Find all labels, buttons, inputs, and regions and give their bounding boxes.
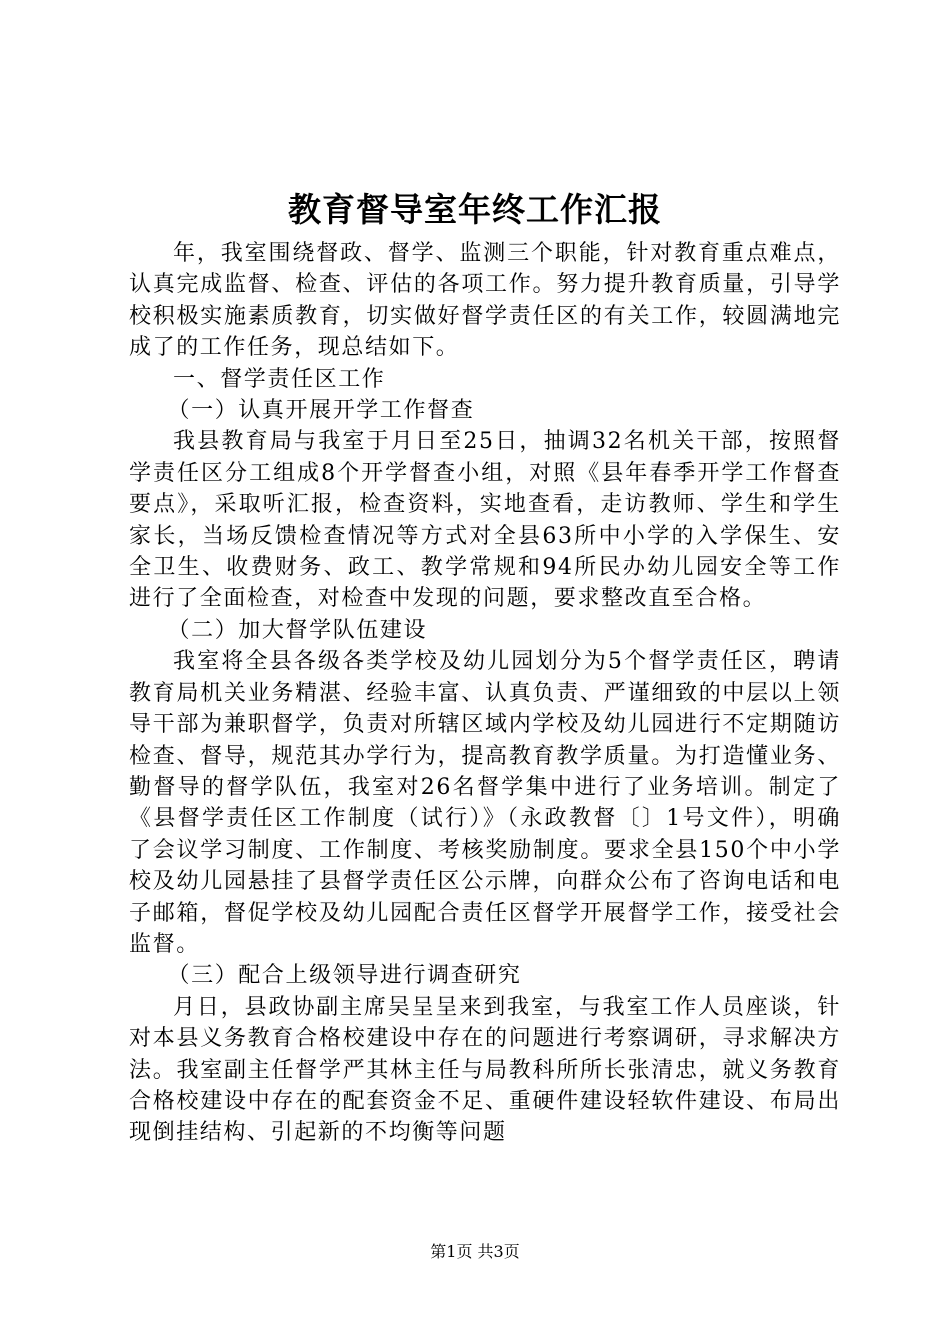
- page-footer: 第1页 共3页: [430, 1242, 520, 1261]
- subsection-heading-3: （三）配合上级领导进行调查研究: [167, 963, 522, 989]
- subsection-heading-1: （一）认真开展开学工作督查: [167, 398, 475, 424]
- paragraph-2: 我室将全县各级各类学校及幼儿园划分为5个督学责任区，聘请教育局机关业务精湛、经验丰富、认真负责、严谨细致的中层以上领导干部为兼职督学，负责对所辖区域内学校及幼儿园进行不定期随访检查、督导，规范其办学行为，提高教育教学质量。为打造懂业务、勤督导的督学队伍，我室对26名督学集中进行了业务培训。制定了《县督学责任区工作制度（试行）》（永政教督〔〕1号文件），明确了会议学习制度、工作制度、考核奖励制度。要求全县150个中小学校及幼儿园悬挂了县督学责任区公示牌，向群众公布了咨询电话和电子邮箱，督促学校及幼儿园配合责任区督学开展督学工作，接受社会监督。: [129, 649, 841, 957]
- subsection-heading-2: （二）加大督学队伍建设: [167, 617, 428, 643]
- intro-paragraph: 年，我室围绕督政、督学、监测三个职能，针对教育重点难点，认真完成监督、检查、评估的各项工作。努力提升教育质量，引导学校积极实施素质教育，切实做好督学责任区的有关工作，较圆满地完成了的工作任务，现总结如下。: [129, 241, 841, 361]
- section-heading: 一、督学责任区工作: [173, 366, 386, 392]
- document-body: [129, 238, 841, 1149]
- paragraph-1: 我县教育局与我室于月日至25日，抽调32名机关干部，按照督学责任区分工组成8个开学督查小组，对照《县年春季开学工作督查要点》，采取听汇报，检查资料，实地查看，走访教师、学生和学生家长，当场反馈检查情况等方式对全县63所中小学的入学保生、安全卫生、收费财务、政工、教学常规和94所民办幼儿园安全等工作进行了全面检查，对检查中发现的问题，要求整改直至合格。: [129, 429, 841, 612]
- paragraph-3: 月日，县政协副主席吴呈呈来到我室，与我室工作人员座谈，针对本县义务教育合格校建设中存在的问题进行考察调研，寻求解决方法。我室副主任督学严其林主任与局教科所所长张清忠，就义务教育合格校建设中存在的配套资金不足、重硬件建设轻软件建设、布局出现倒挂结构、引起新的不均衡等问题: [129, 994, 841, 1146]
- document-title: 教育督导室年终工作汇报: [288, 190, 662, 229]
